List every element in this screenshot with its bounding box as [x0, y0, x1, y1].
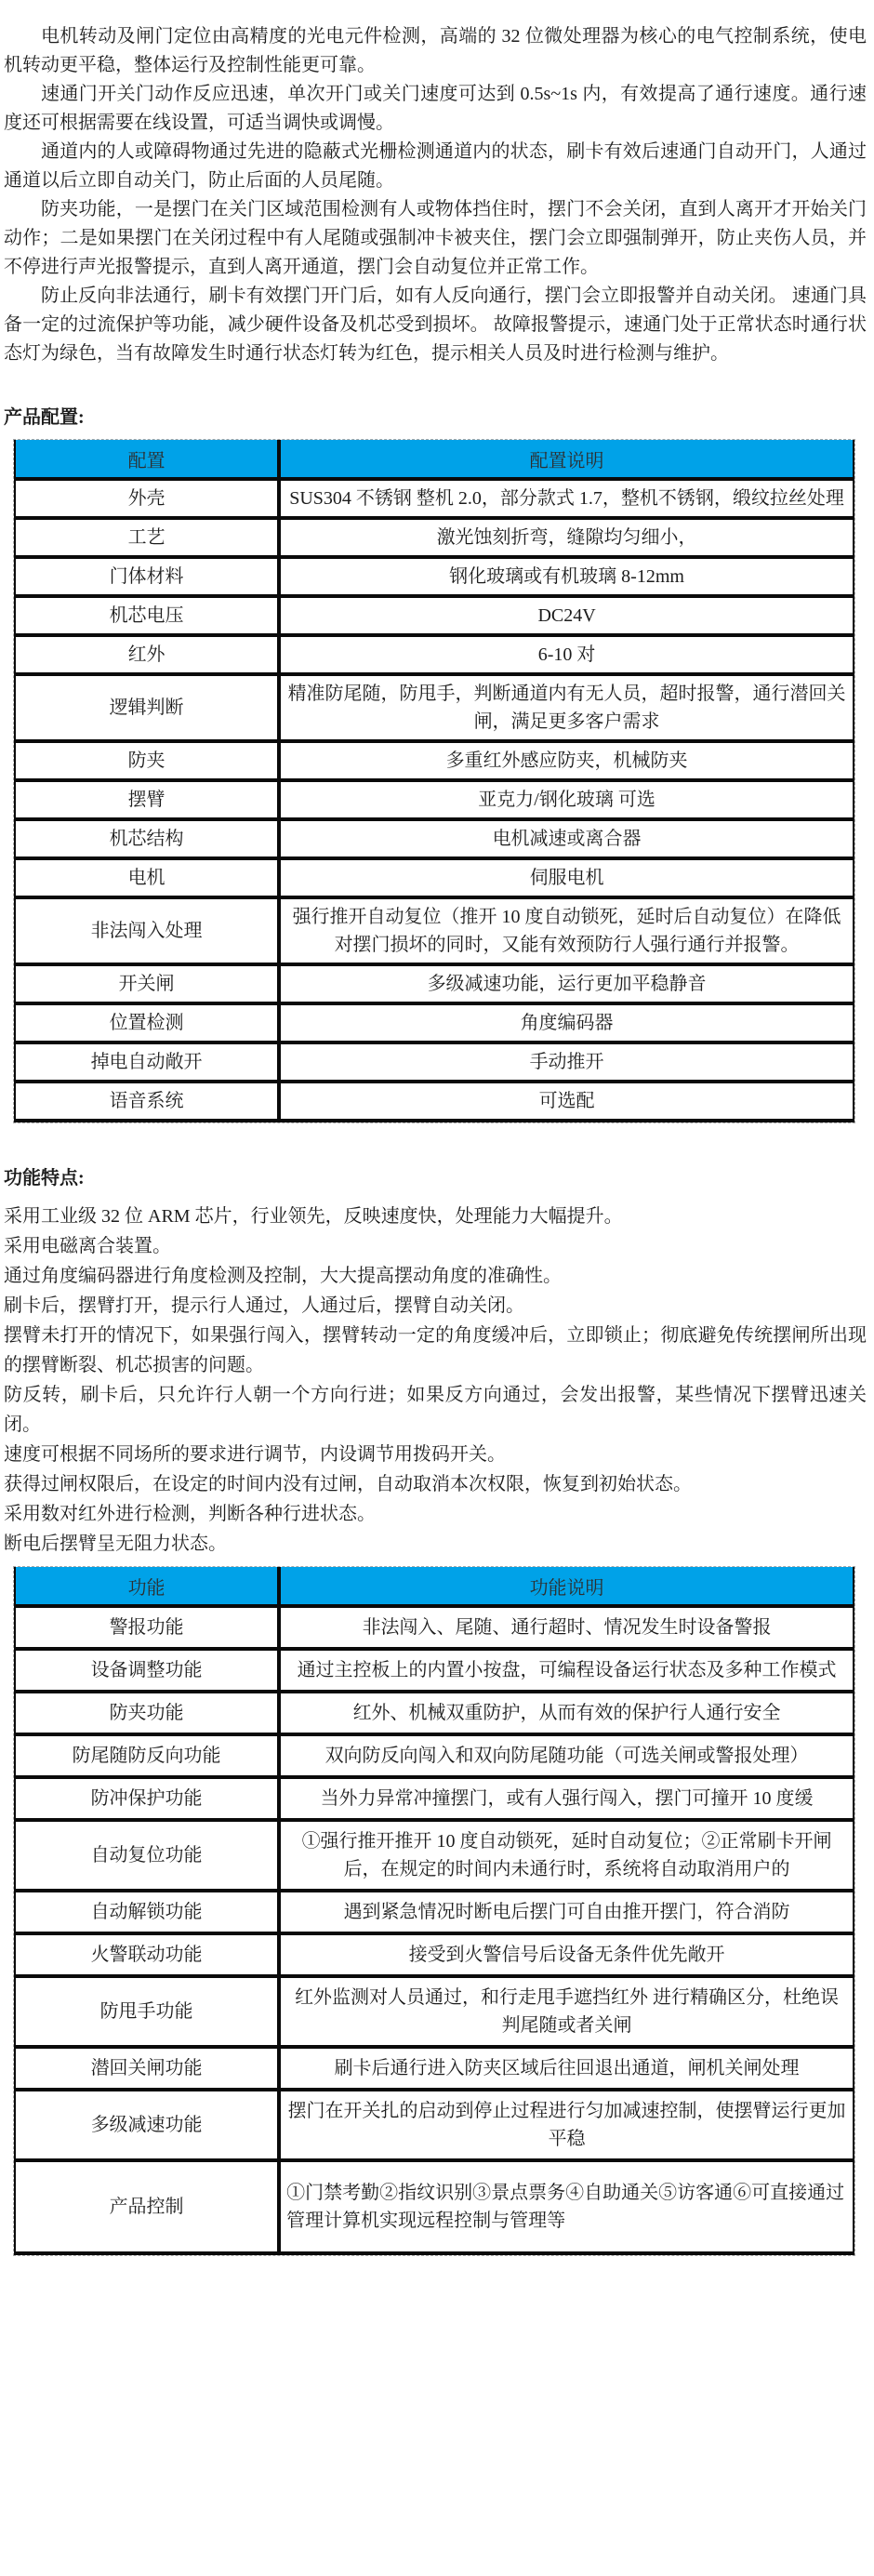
spec-config-desc: 电机减速或离合器	[279, 819, 854, 858]
intro-paragraph: 速通门开关门动作反应迅速，单次开门或关门速度可达到 0.5s~1s 内，有效提高了通行速度。通行速度还可根据需要在线设置，可适当调快或调慢。	[4, 84, 867, 133]
function-name: 潜回关闸功能	[15, 2047, 279, 2090]
function-name: 自动解锁功能	[15, 1891, 279, 1933]
spec-config-name: 位置检测	[15, 1003, 279, 1042]
function-name: 自动复位功能	[15, 1820, 279, 1891]
feature-line: 获得过闸权限后，在设定的时间内没有过闸，自动取消本次权限，恢复到初始状态。	[4, 1474, 692, 1494]
function-table-row	[15, 1820, 854, 1891]
spec-config-name: 红外	[15, 635, 279, 674]
intro-paragraph: 防止反向非法通行，刷卡有效摆门开门后，如有人反向通行，摆门会立即报警并自动关闭。 速通门具备一定的过流保护等功能，减少硬件设备及机芯受到损坏。 故障报警提示，速通门处于正常状态时通行状态灯为绿色，当有故障发生时通行状态灯转为红色，提示相关人员及时进行检测与维护。	[4, 285, 867, 364]
spec-config-desc: 亚克力/钢化玻璃 可选	[279, 780, 854, 819]
spec-table-row	[15, 596, 854, 635]
spec-config-desc: 强行推开自动复位（推开 10 度自动锁死，延时后自动复位）在降低对摆门损坏的同时，又能有效预防行人强行通行并报警。	[279, 897, 854, 964]
function-table-row	[15, 1692, 854, 1734]
function-table-body	[15, 1606, 854, 2253]
function-table-head	[15, 1567, 854, 1606]
function-header-row	[15, 1567, 854, 1606]
spec-config-name: 机芯结构	[15, 819, 279, 858]
spec-table-row	[15, 557, 854, 596]
feature-line: 通过角度编码器进行角度检测及控制，大大提高摆动角度的准确性。	[4, 1266, 562, 1286]
function-table-row	[15, 1777, 854, 1820]
function-table-row	[15, 1734, 854, 1777]
feature-line: 采用工业级 32 位 ARM 芯片，行业领先，反映速度快，处理能力大幅提升。	[4, 1206, 623, 1227]
spec-config-name: 防夹	[15, 741, 279, 780]
spec-config-desc: 角度编码器	[279, 1003, 854, 1042]
spec-config-desc: 可选配	[279, 1082, 854, 1121]
intro-paragraph: 防夹功能，一是摆门在关门区域范围检测有人或物体挡住时，摆门不会关闭，直到人离开才开始关门动作；二是如果摆门在关闭过程中有人尾随或强制冲卡被夹住，摆门会立即强制弹开，防止夹伤人员，并不停进行声光报警提示，直到人离开通道，摆门会自动复位并正常工作。	[4, 199, 867, 277]
spec-header-row	[15, 440, 854, 479]
spec-table-row	[15, 964, 854, 1003]
spec-config-desc: SUS304 不锈钢 整机 2.0，部分款式 1.7，整机不锈钢，缎纹拉丝处理	[279, 479, 854, 518]
spec-config-name: 语音系统	[15, 1082, 279, 1121]
function-desc: 刷卡后通行进入防夹区域后往回退出通道，闸机关闸处理	[279, 2047, 854, 2090]
spec-config-name: 电机	[15, 858, 279, 897]
function-desc: 当外力异常冲撞摆门，或有人强行闯入，摆门可撞开 10 度缓	[279, 1777, 854, 1820]
function-desc: 非法闯入、尾随、通行超时、情况发生时设备警报	[279, 1606, 854, 1649]
function-desc: 红外监测对人员通过，和行走甩手遮挡红外 进行精确区分，杜绝误判尾随或者关闸	[279, 1976, 854, 2047]
function-desc: 红外、机械双重防护，从而有效的保护行人通行安全	[279, 1692, 854, 1734]
function-table-row	[15, 1649, 854, 1692]
function-name: 警报功能	[15, 1606, 279, 1649]
intro-paragraph: 通道内的人或障碍物通过先进的隐蔽式光栅检测通道内的状态，刷卡有效后速通门自动开门，人通过通道以后立即自动关门，防止后面的人员尾随。	[4, 141, 867, 191]
spec-table	[14, 440, 854, 1122]
spec-table-row	[15, 780, 854, 819]
function-name: 产品控制	[15, 2160, 279, 2253]
spec-table-row	[15, 635, 854, 674]
function-table-row	[15, 2047, 854, 2090]
spec-config-name: 门体材料	[15, 557, 279, 596]
spec-config-desc: 多重红外感应防夹，机械防夹	[279, 741, 854, 780]
function-table-row	[15, 1891, 854, 1933]
section-title-product-config: 产品配置:	[4, 407, 85, 428]
function-table	[14, 1567, 854, 2255]
spec-config-desc: 激光蚀刻折弯，缝隙均匀细小，	[279, 518, 854, 557]
feature-line: 采用数对红外进行检测，判断各种行进状态。	[4, 1504, 376, 1524]
spec-config-name: 工艺	[15, 518, 279, 557]
spec-header-config: 配置	[15, 440, 279, 479]
function-desc: 接受到火警信号后设备无条件优先敞开	[279, 1933, 854, 1976]
spec-config-desc: DC24V	[279, 596, 854, 635]
function-table-wrap	[13, 1566, 855, 2256]
spec-table-row	[15, 518, 854, 557]
function-desc: ①强行推开推开 10 度自动锁死，延时自动复位；②正常刷卡开闸后，在规定的时间内未通行时，系统将自动取消用户的	[279, 1820, 854, 1891]
feature-list	[4, 1202, 867, 1559]
spec-table-body	[15, 479, 854, 1121]
spec-table-row	[15, 819, 854, 858]
function-name: 防夹功能	[15, 1692, 279, 1734]
function-desc: 通过主控板上的内置小按盘，可编程设备运行状态及多种工作模式	[279, 1649, 854, 1692]
feature-line: 采用电磁离合装置。	[4, 1236, 171, 1256]
spec-header-desc: 配置说明	[279, 440, 854, 479]
spec-config-desc: 手动推开	[279, 1042, 854, 1082]
function-table-row	[15, 2160, 854, 2253]
spec-table-row	[15, 674, 854, 741]
feature-line: 摆臂未打开的情况下，如果强行闯入，摆臂转动一定的角度缓冲后，立即锁止；彻底避免传统摆闸所出现的摆臂断裂、机芯损害的问题。	[4, 1325, 867, 1375]
spec-config-desc: 伺服电机	[279, 858, 854, 897]
function-name: 火警联动功能	[15, 1933, 279, 1976]
spec-config-desc: 多级减速功能，运行更加平稳静音	[279, 964, 854, 1003]
spec-config-name: 掉电自动敞开	[15, 1042, 279, 1082]
feature-line: 防反转，刷卡后，只允许行人朝一个方向行进；如果反方向通过，会发出报警，某些情况下摆臂迅速关闭。	[4, 1385, 867, 1435]
spec-table-row	[15, 858, 854, 897]
spec-config-name: 开关闸	[15, 964, 279, 1003]
spec-config-name: 逻辑判断	[15, 674, 279, 741]
spec-config-desc: 钢化玻璃或有机玻璃 8-12mm	[279, 557, 854, 596]
spec-table-row	[15, 479, 854, 518]
function-table-row	[15, 1976, 854, 2047]
feature-line: 断电后摆臂呈无阻力状态。	[4, 1534, 227, 1554]
function-table-row	[15, 1933, 854, 1976]
function-table-row	[15, 2090, 854, 2160]
spec-table-row	[15, 897, 854, 964]
function-name: 多级减速功能	[15, 2090, 279, 2160]
spec-table-row	[15, 741, 854, 780]
intro-paragraphs	[4, 22, 867, 368]
function-header-name: 功能	[15, 1567, 279, 1606]
intro-paragraph: 电机转动及闸门定位由高精度的光电元件检测，高端的 32 位微处理器为核心的电气控制系统，使电机转动更平稳，整体运行及控制性能更可靠。	[4, 26, 867, 75]
function-desc: 遇到紧急情况时断电后摆门可自由推开摆门，符合消防	[279, 1891, 854, 1933]
spec-config-name: 外壳	[15, 479, 279, 518]
function-name: 设备调整功能	[15, 1649, 279, 1692]
function-name: 防甩手功能	[15, 1976, 279, 2047]
spec-config-name: 摆臂	[15, 780, 279, 819]
function-name: 防尾随防反向功能	[15, 1734, 279, 1777]
spec-table-row	[15, 1003, 854, 1042]
function-header-desc: 功能说明	[279, 1567, 854, 1606]
function-desc: 摆门在开关扎的启动到停止过程进行匀加减速控制，使摆臂运行更加平稳	[279, 2090, 854, 2160]
spec-table-wrap	[13, 439, 855, 1123]
spec-table-row	[15, 1042, 854, 1082]
function-table-row	[15, 1606, 854, 1649]
spec-config-desc: 精准防尾随，防甩手，判断通道内有无人员，超时报警，通行潜回关闸，满足更多客户需求	[279, 674, 854, 741]
feature-line: 速度可根据不同场所的要求进行调节，内设调节用拨码开关。	[4, 1444, 506, 1465]
spec-config-name: 机芯电压	[15, 596, 279, 635]
spec-table-head	[15, 440, 854, 479]
spec-table-row	[15, 1082, 854, 1121]
spec-config-desc: 6-10 对	[279, 635, 854, 674]
function-name: 防冲保护功能	[15, 1777, 279, 1820]
feature-line: 刷卡后，摆臂打开，提示行人通过，人通过后，摆臂自动关闭。	[4, 1295, 524, 1316]
spec-config-name: 非法闯入处理	[15, 897, 279, 964]
section-title-features: 功能特点:	[4, 1168, 85, 1188]
function-desc: ①门禁考勤②指纹识别③景点票务④自助通关⑤访客通⑥可直接通过管理计算机实现远程控制与管理等	[279, 2160, 854, 2253]
function-desc: 双向防反向闯入和双向防尾随功能（可选关闸或警报处理）	[279, 1734, 854, 1777]
